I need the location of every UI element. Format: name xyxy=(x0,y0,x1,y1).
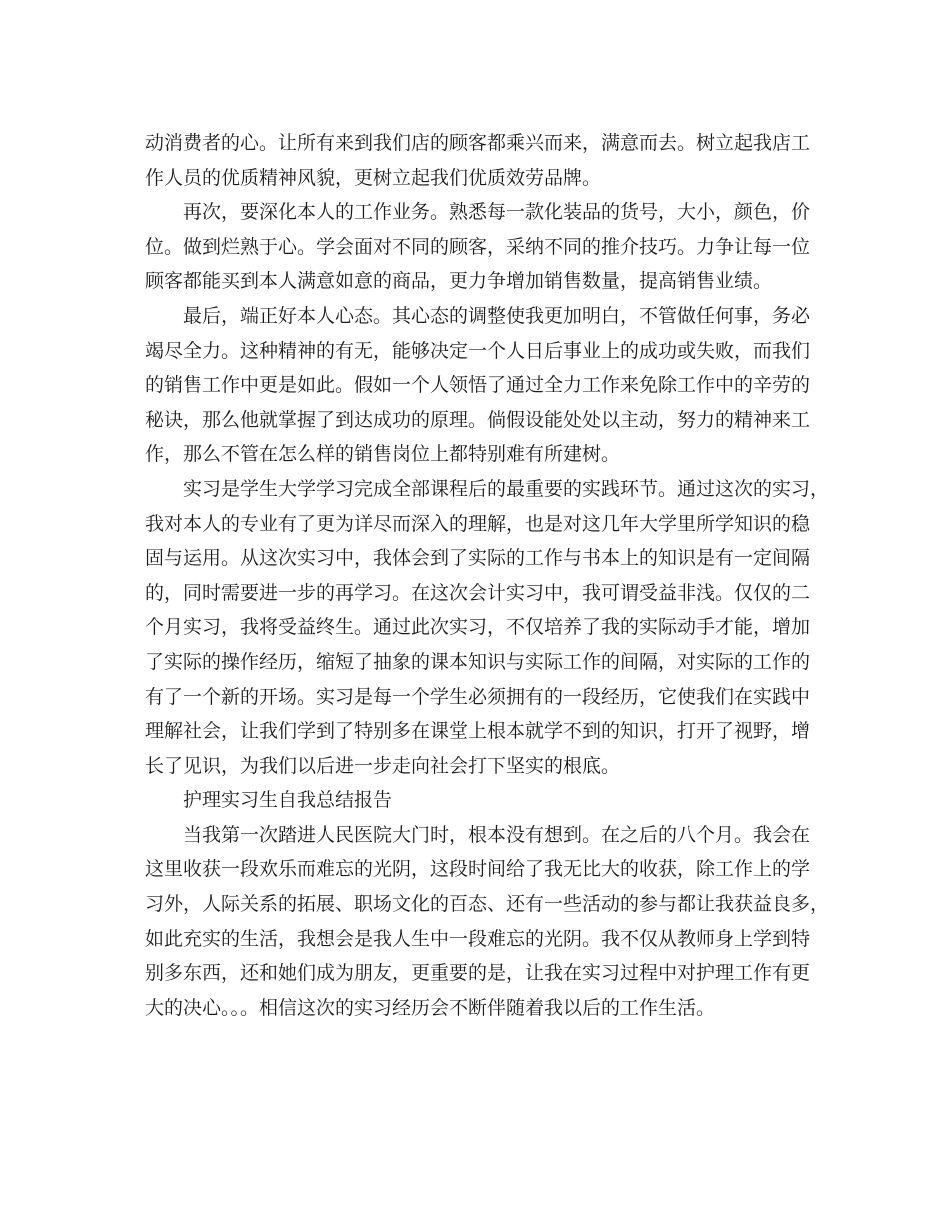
text-line: 动消费者的心。让所有来到我们店的顾客都乘兴而来，满意而去。树立起我店工 xyxy=(145,132,811,154)
text-line: 的，同时需要进一步的再学习。在这次会计实习中，我可谓受益非浅。仅仅的二 xyxy=(145,581,811,604)
text-line: 了实际的操作经历，缩短了抽象的课本知识与实际工作的间隔，对实际的工作的 xyxy=(145,650,811,673)
text-line: 长了见识，为我们以后进一步走向社会打下坚实的根底。 xyxy=(145,754,621,777)
text-line: 竭尽全力。这种精神的有无，能够决定一个人日后事业上的成功或失败，而我们 xyxy=(145,339,811,362)
text-line: 护理实习生自我总结报告 xyxy=(183,789,393,812)
text-line: 作人员的优质精神风貌，更树立起我们优质效劳品牌。 xyxy=(145,166,602,189)
text-line: 再次，要深化本人的工作业务。熟悉每一款化装品的货号，大小，颜色，价 xyxy=(183,201,811,224)
text-line: 位。做到烂熟于心。学会面对不同的顾客，采纳不同的推介技巧。力争让每一位 xyxy=(145,235,811,258)
document-body xyxy=(145,126,830,1025)
text-line: 个月实习，我将受益终生。通过此次实习，不仅培养了我的实际动手才能，增加 xyxy=(145,616,811,639)
text-line: 的销售工作中更是如此。假如一个人领悟了通过全力工作来免除工作中的辛劳的 xyxy=(145,374,811,397)
text-line: 如此充实的生活，我想会是我人生中一段难忘的光阴。我不仅从教师身上学到特 xyxy=(145,927,811,950)
text-line: 大的决心。。。相信这次的实习经历会不断伴随着我以后的工作生活。 xyxy=(145,996,716,1019)
text-line: 固与运用。从这次实习中，我体会到了实际的工作与书本上的知识是有一定间隔 xyxy=(145,547,811,570)
text-line: 最后，端正好本人心态。其心态的调整使我更加明白，不管做任何事，务必 xyxy=(183,304,811,327)
text-line: 当我第一次踏进人民医院大门时，根本没有想到。在之后的八个月。我会在 xyxy=(183,823,811,846)
text-line: 作，那么不管在怎么样的销售岗位上都特别难有所建树。 xyxy=(145,443,621,466)
text-line: 有了一个新的开场。实习是每一个学生必须拥有的一段经历，它使我们在实践中 xyxy=(145,685,811,708)
text-line: 秘诀，那么他就掌握了到达成功的原理。倘假设能处处以主动，努力的精神来工 xyxy=(145,408,811,431)
text-line: 理解社会，让我们学到了特别多在课堂上根本就学不到的知识，打开了视野，增 xyxy=(145,720,811,743)
text-line: 别多东西，还和她们成为朋友，更重要的是，让我在实习过程中对护理工作有更 xyxy=(145,962,811,985)
text-line: 我对本人的专业有了更为详尽而深入的理解，也是对这几年大学里所学知识的稳 xyxy=(145,512,811,535)
text-line: 习外，人际关系的拓展、职场文化的百态、还有一些活动的参与都让我获益良多， xyxy=(145,893,830,916)
text-line: 顾客都能买到本人满意如意的商品，更力争增加销售数量，提高销售业绩。 xyxy=(145,270,773,293)
text-line: 这里收获一段欢乐而难忘的光阴，这段时间给了我无比大的收获，除工作上的学 xyxy=(145,858,811,881)
text-line: 实习是学生大学学习完成全部课程后的最重要的实践环节。通过这次的实习， xyxy=(183,477,830,500)
